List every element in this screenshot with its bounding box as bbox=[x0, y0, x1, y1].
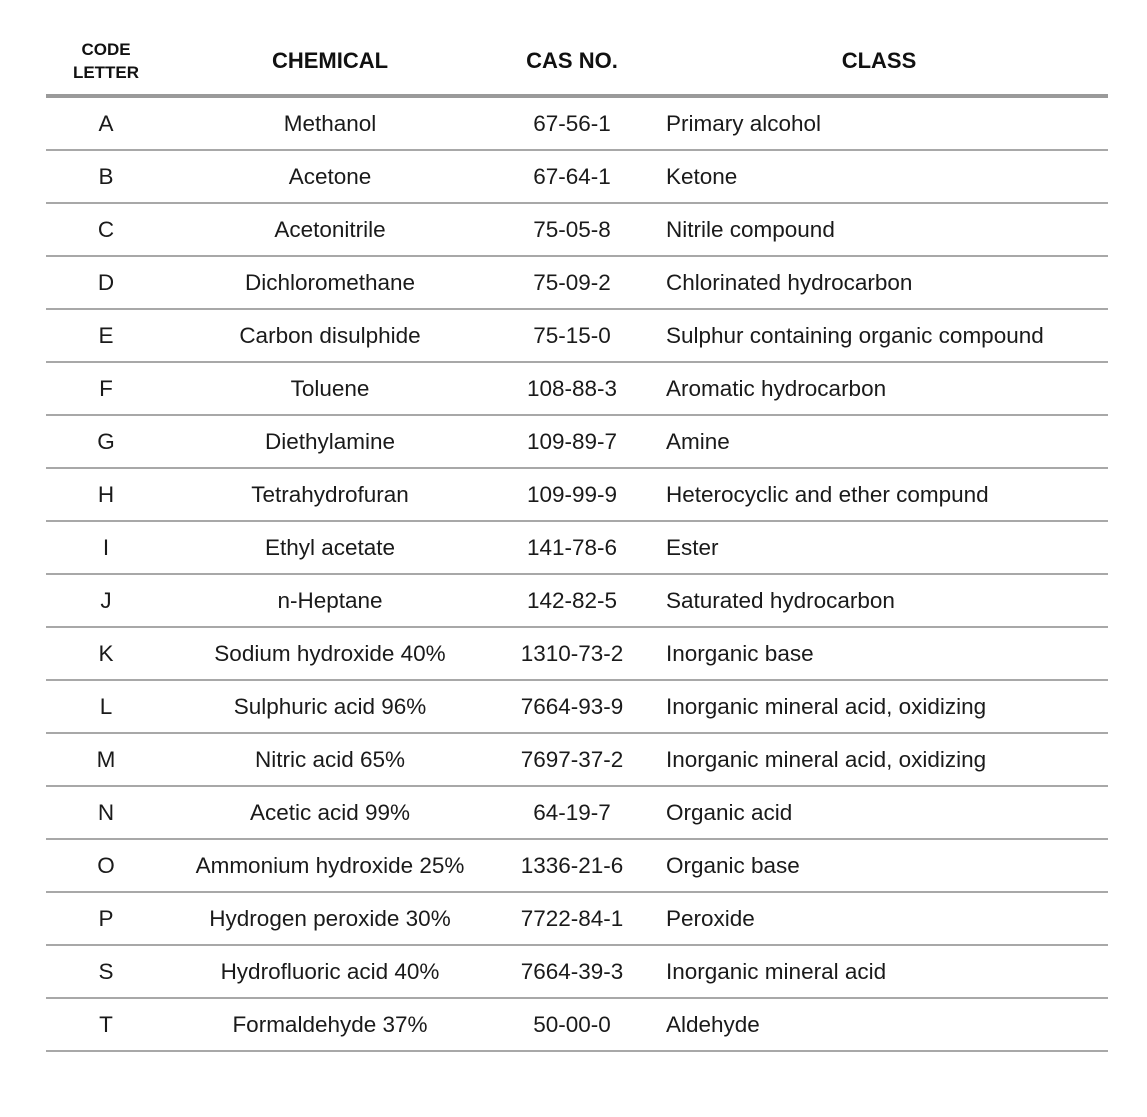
cell-cas-no: 109-99-9 bbox=[526, 481, 618, 507]
cell-class: Organic acid bbox=[666, 799, 793, 825]
cell-class: Nitrile compound bbox=[666, 216, 835, 242]
cell-cas-no: 75-15-0 bbox=[533, 322, 611, 348]
cell-chemical: Diethylamine bbox=[264, 428, 396, 454]
cell-chemical: Nitric acid 65% bbox=[254, 746, 406, 772]
cell-code-letter: O bbox=[97, 852, 115, 878]
cell-chemical: Toluene bbox=[290, 375, 370, 401]
cell-code-letter: M bbox=[96, 746, 116, 772]
cell-cas-no: 7664-93-9 bbox=[520, 693, 624, 719]
table-row bbox=[46, 98, 1108, 151]
header-chemical: CHEMICAL bbox=[271, 48, 389, 73]
cell-chemical: Hydrogen peroxide 30% bbox=[209, 905, 451, 931]
cell-chemical: Sodium hydroxide 40% bbox=[214, 640, 446, 666]
cell-cas-no: 141-78-6 bbox=[526, 534, 618, 560]
table-row bbox=[46, 628, 1108, 681]
header-code-line2: LETTER bbox=[72, 63, 140, 82]
cell-class: Ketone bbox=[666, 163, 738, 189]
cell-class: Inorganic base bbox=[666, 640, 814, 666]
cell-cas-no: 75-05-8 bbox=[533, 216, 611, 242]
cell-code-letter: A bbox=[98, 110, 114, 136]
header-class: CLASS bbox=[841, 48, 917, 73]
cell-class: Ester bbox=[666, 534, 719, 560]
cell-cas-no: 142-82-5 bbox=[526, 587, 618, 613]
cell-cas-no: 7664-39-3 bbox=[520, 958, 624, 984]
header-code-letter bbox=[46, 38, 166, 84]
table-row bbox=[46, 522, 1108, 575]
cell-chemical: Sulphuric acid 96% bbox=[233, 693, 427, 719]
cell-cas-no: 108-88-3 bbox=[526, 375, 618, 401]
table-row bbox=[46, 734, 1108, 787]
cell-cas-no: 67-64-1 bbox=[533, 163, 611, 189]
cell-class: Inorganic mineral acid, oxidizing bbox=[666, 746, 987, 772]
table-row bbox=[46, 575, 1108, 628]
cell-cas-no: 7697-37-2 bbox=[520, 746, 624, 772]
table-row bbox=[46, 151, 1108, 204]
cell-chemical: n-Heptane bbox=[277, 587, 383, 613]
cell-code-letter: P bbox=[98, 905, 114, 931]
cell-chemical: Dichloromethane bbox=[244, 269, 416, 295]
cell-chemical: Ethyl acetate bbox=[264, 534, 396, 560]
cell-code-letter: I bbox=[102, 534, 110, 560]
table-row bbox=[46, 681, 1108, 734]
cell-cas-no: 1336-21-6 bbox=[520, 852, 624, 878]
cell-class: Peroxide bbox=[666, 905, 755, 931]
cell-code-letter: H bbox=[97, 481, 115, 507]
cell-cas-no: 50-00-0 bbox=[533, 1011, 611, 1037]
cell-class: Sulphur containing organic compound bbox=[666, 322, 1044, 348]
cell-cas-no: 75-09-2 bbox=[533, 269, 611, 295]
cell-code-letter: F bbox=[99, 375, 113, 401]
cell-chemical: Acetone bbox=[288, 163, 372, 189]
cell-code-letter: S bbox=[98, 958, 114, 984]
cell-code-letter: N bbox=[97, 799, 115, 825]
cell-chemical: Carbon disulphide bbox=[239, 322, 421, 348]
cell-cas-no: 1310-73-2 bbox=[520, 640, 624, 666]
table-row bbox=[46, 204, 1108, 257]
cell-class: Primary alcohol bbox=[666, 110, 822, 136]
cell-code-letter: E bbox=[98, 322, 114, 348]
cell-code-letter: C bbox=[97, 216, 115, 242]
cell-class: Organic base bbox=[666, 852, 800, 878]
cell-cas-no: 7722-84-1 bbox=[520, 905, 624, 931]
cell-chemical: Methanol bbox=[283, 110, 377, 136]
cell-chemical: Tetrahydrofuran bbox=[251, 481, 409, 507]
cell-cas-no: 67-56-1 bbox=[533, 110, 611, 136]
cell-code-letter: K bbox=[98, 640, 114, 666]
cell-chemical: Acetonitrile bbox=[274, 216, 386, 242]
cell-class: Amine bbox=[666, 428, 730, 454]
cell-code-letter: G bbox=[97, 428, 115, 454]
cell-chemical: Hydrofluoric acid 40% bbox=[220, 958, 440, 984]
table-row bbox=[46, 787, 1108, 840]
cell-class: Saturated hydrocarbon bbox=[666, 587, 895, 613]
cell-code-letter: D bbox=[97, 269, 115, 295]
table-body bbox=[46, 98, 1108, 1052]
table-row bbox=[46, 999, 1108, 1052]
table-row bbox=[46, 257, 1108, 310]
cell-class: Inorganic mineral acid bbox=[666, 958, 887, 984]
cell-cas-no: 64-19-7 bbox=[533, 799, 611, 825]
cell-code-letter: B bbox=[98, 163, 114, 189]
header-code-line1: CODE bbox=[81, 40, 131, 59]
header-cas-no: CAS NO. bbox=[526, 48, 618, 73]
table-row bbox=[46, 946, 1108, 999]
table-row bbox=[46, 840, 1108, 893]
cell-class: Inorganic mineral acid, oxidizing bbox=[666, 693, 987, 719]
cell-class: Chlorinated hydrocarbon bbox=[666, 269, 913, 295]
table-row bbox=[46, 310, 1108, 363]
cell-chemical: Formaldehyde 37% bbox=[232, 1011, 428, 1037]
cell-chemical: Acetic acid 99% bbox=[249, 799, 411, 825]
chemical-table bbox=[46, 28, 1108, 1052]
cell-class: Heterocyclic and ether compund bbox=[666, 481, 989, 507]
cell-code-letter: L bbox=[99, 693, 113, 719]
table-header bbox=[46, 28, 1108, 98]
cell-code-letter: J bbox=[100, 587, 112, 613]
cell-chemical: Ammonium hydroxide 25% bbox=[195, 852, 465, 878]
table-row bbox=[46, 363, 1108, 416]
cell-code-letter: T bbox=[99, 1011, 113, 1037]
cell-class: Aromatic hydrocarbon bbox=[666, 375, 887, 401]
table-row bbox=[46, 893, 1108, 946]
table-row bbox=[46, 416, 1108, 469]
cell-class: Aldehyde bbox=[666, 1011, 760, 1037]
cell-cas-no: 109-89-7 bbox=[526, 428, 618, 454]
table-row bbox=[46, 469, 1108, 522]
